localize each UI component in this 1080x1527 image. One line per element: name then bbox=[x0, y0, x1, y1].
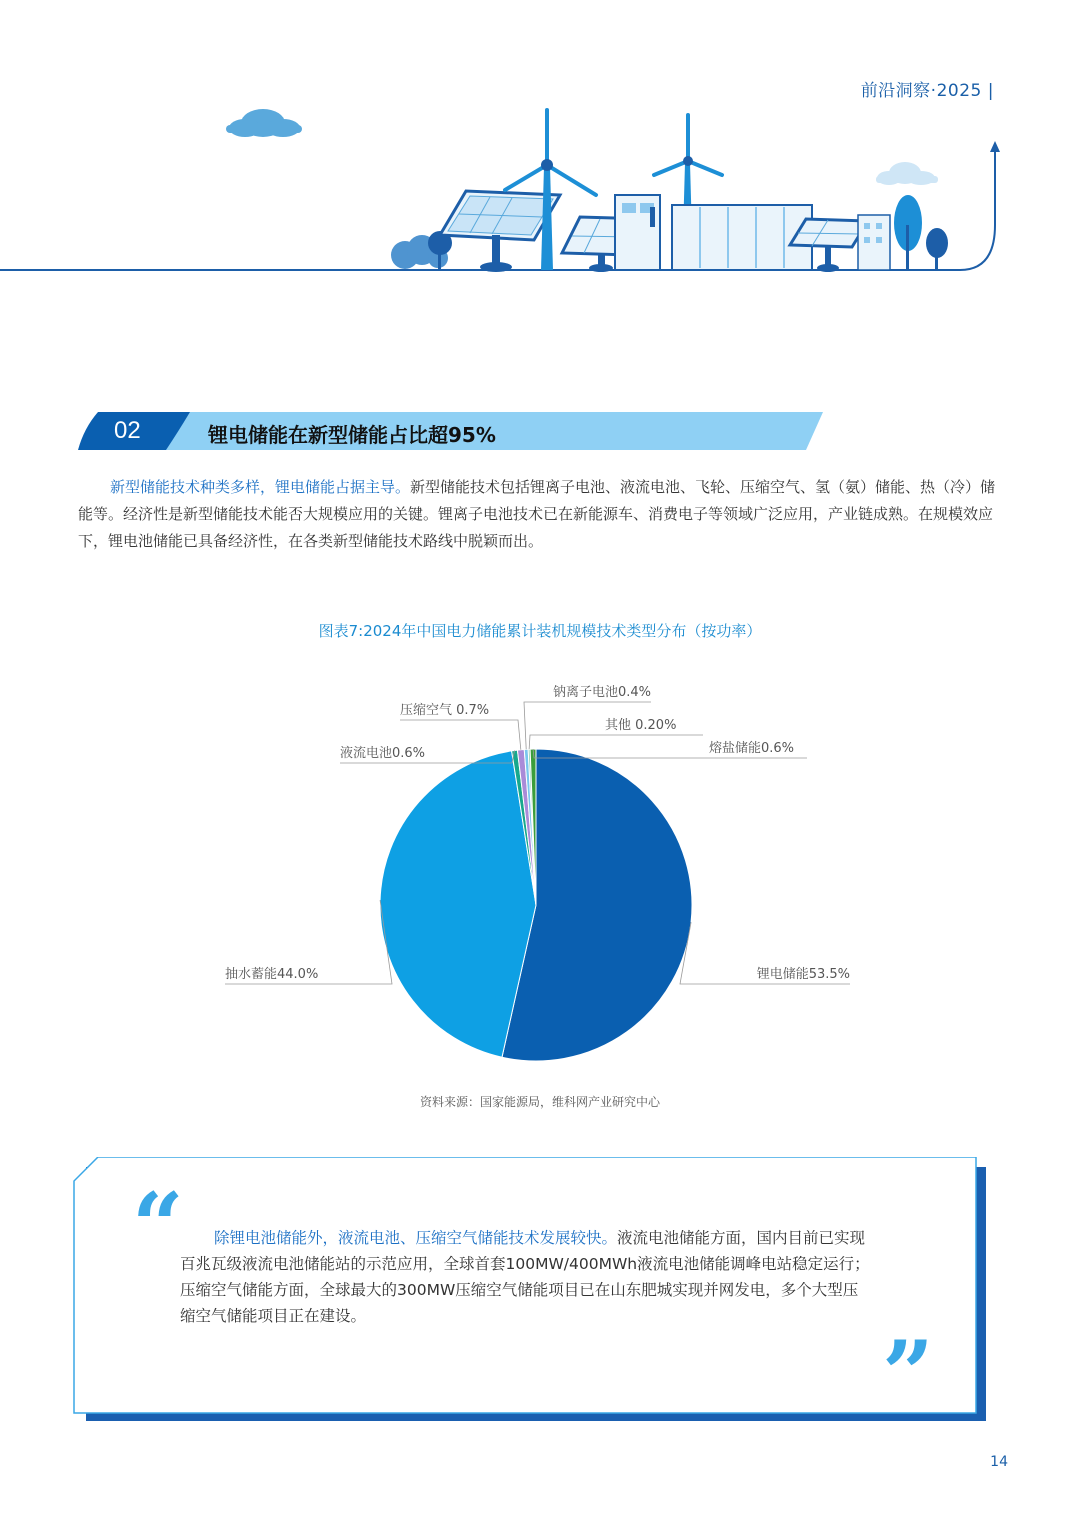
quote-paragraph bbox=[180, 1225, 870, 1329]
quote-box bbox=[70, 1157, 990, 1427]
container-icon bbox=[672, 205, 812, 270]
cloud-icon bbox=[226, 109, 302, 137]
leader-line bbox=[529, 735, 703, 749]
close-quote-icon: ” bbox=[882, 1321, 934, 1427]
header-label: 前沿洞察·2025 | bbox=[860, 81, 994, 101]
section-header bbox=[78, 412, 823, 450]
intro-lead: 新型储能技术种类多样，锂电储能占据主导。 bbox=[110, 478, 411, 496]
quote-body: 液流电池储能方面，国内目前已实现百兆瓦级液流电池储能站的示范应用，全球首套100MW/400MWh液流电池储能调峰电站稳定运行；压缩空气储能方面，全球最大的300MW压缩空气储能项目已在山东肥城实现并网发电，多个大型压缩空气储能项目正在建设。 bbox=[180, 1229, 870, 1325]
page-number: 14 bbox=[990, 1454, 1008, 1470]
slice-label: 液流电池0.6% bbox=[340, 746, 426, 761]
pie-chart bbox=[0, 660, 1080, 1080]
hero-illustration bbox=[0, 95, 1080, 285]
section-number: 02 bbox=[114, 417, 141, 444]
cloud-icon bbox=[876, 162, 938, 185]
slice-label: 熔盐储能0.6% bbox=[709, 741, 795, 756]
tree-icon bbox=[926, 228, 948, 270]
tree-icon bbox=[894, 195, 922, 270]
slice-label: 锂电储能53.5% bbox=[756, 967, 850, 982]
intro-paragraph bbox=[78, 474, 1008, 555]
open-quote-icon: “ bbox=[132, 1173, 184, 1279]
chart-source: 资料来源：国家能源局，维科网产业研究中心 bbox=[419, 1095, 660, 1109]
chart-title: 图表7:2024年中国电力储能累计装机规模技术类型分布（按功率） bbox=[318, 622, 762, 640]
intro-body: 新型储能技术包括锂离子电池、液流电池、飞轮、压缩空气、氢（氨）储能、热（冷）储能等。经济性是新型储能技术能否大规模应用的关键。锂离子电池技术已在新能源车、消费电子等领域广泛应用，产业链成熟。在规模效应下，锂电池储能已具备经济性，在各类新型储能技术路线中脱颖而出。 bbox=[78, 478, 996, 550]
quote-lead: 除锂电池储能外，液流电池、压缩空气储能技术发展较快。 bbox=[214, 1229, 618, 1247]
slice-label: 抽水蓄能44.0% bbox=[225, 967, 319, 982]
slice-label: 其他 0.20% bbox=[605, 718, 677, 733]
slice-label: 压缩空气 0.7% bbox=[400, 703, 490, 718]
slice-label: 钠离子电池0.4% bbox=[553, 685, 652, 700]
storage-cabinet-icon bbox=[615, 195, 660, 270]
pie-slice bbox=[380, 751, 536, 1057]
section-title: 锂电储能在新型储能占比超95% bbox=[208, 423, 496, 447]
building-icon bbox=[858, 215, 890, 270]
